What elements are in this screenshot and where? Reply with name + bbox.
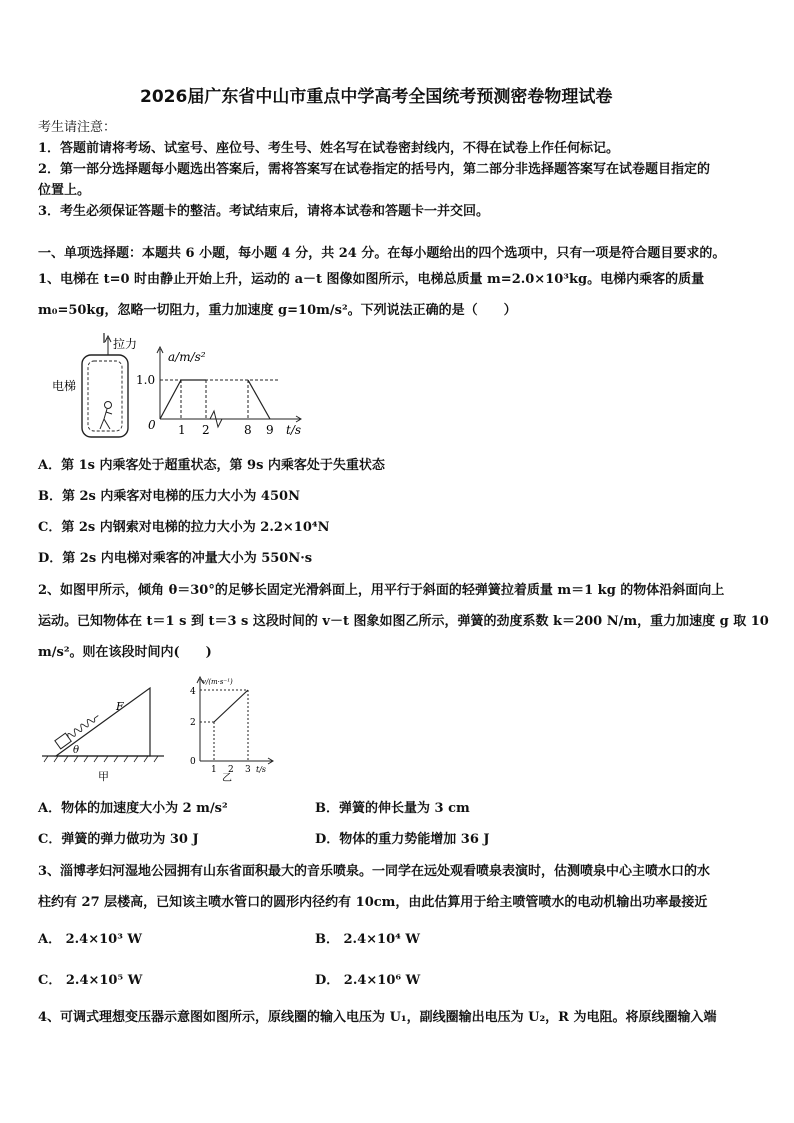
caption-jia: 甲	[98, 770, 109, 783]
notice-item-2-cont: 位置上。	[38, 183, 91, 198]
elevator-label: 电梯	[52, 379, 77, 393]
page-title: 2026届广东省中山市重点中学高考全国统考预测密卷物理试卷	[140, 87, 613, 107]
section-heading: 一、单项选择题：本题共 6 小题，每小题 4 分，共 24 分。在每小题给出的四个选项中，只有一项是符合题目要求的。	[38, 246, 726, 261]
ground-hatching	[44, 756, 158, 762]
q2-option-a[interactable]: A．物体的加速度大小为 2 m/s²	[38, 801, 228, 816]
y-axis-label: a/m/s²	[168, 350, 206, 364]
x-tick-1: 1	[178, 423, 186, 437]
force-label: F	[116, 700, 124, 713]
q3-stem-line1: 3、淄博孝妇河湿地公园拥有山东省面积最大的音乐喷泉。一同学在远处观看喷泉表演时，估测喷泉中心主喷水口的水	[38, 864, 711, 879]
q2-figure-jia	[40, 678, 170, 783]
q2-option-c[interactable]: C．弹簧的弹力做功为 30 J	[38, 832, 199, 847]
x-tick-1: 1	[211, 765, 217, 775]
q3-option-c[interactable]: C． 2.4×10⁵ W	[38, 973, 143, 988]
q1-stem-line1: 1、电梯在 t=0 时由静止开始上升，运动的 a－t 图像如图所示，电梯总质量 m=2.0×10³kg。电梯内乘客的质量	[38, 272, 705, 287]
y-tick-0: 0	[190, 757, 196, 767]
q2-stem-line2: 运动。已知物体在 t＝1 s 到 t＝3 s 这段时间的 v－t 图象如图乙所示，弹簧的劲度系数 k＝200 N/m，重力加速度 g 取 10	[38, 614, 769, 629]
q1-option-a[interactable]: A．第 1s 内乘客处于超重状态，第 9s 内乘客处于失重状态	[38, 458, 385, 473]
x-tick-8: 8	[244, 423, 252, 437]
q3-option-b[interactable]: B． 2.4×10⁴ W	[315, 932, 420, 947]
q2-option-b[interactable]: B．弹簧的伸长量为 3 cm	[315, 801, 470, 816]
notice-item-2: 2．第一部分选择题每小题选出答案后，需将答案写在试卷指定的括号内，第二部分非选择题答案写在试卷题目指定的	[38, 162, 711, 177]
x-tick-3: 3	[245, 765, 251, 775]
q1-option-d[interactable]: D．第 2s 内电梯对乘客的冲量大小为 550N·s	[38, 551, 313, 566]
q4-stem-line1: 4、可调式理想变压器示意图如图所示，原线圈的输入电压为 U₁，副线圈输出电压为 U₂，R 为电阻。将原线圈输入端	[38, 1010, 717, 1025]
spring-end	[94, 716, 98, 719]
x-axis-label: t/s	[286, 423, 302, 437]
vt-line	[214, 690, 248, 722]
notice-heading: 考生请注意：	[38, 120, 117, 135]
at-curve-end	[248, 380, 270, 419]
elevator-car	[82, 355, 128, 437]
y-axis-label: v/(m·s⁻¹)	[202, 678, 233, 686]
y-tick-2: 2	[190, 718, 196, 728]
q1-option-c[interactable]: C．第 2s 内钢索对电梯的拉力大小为 2.2×10⁴N	[38, 520, 330, 535]
q2-stem-line3: m/s²。则在该段时间内( )	[38, 645, 212, 660]
incline	[56, 688, 150, 756]
x-tick-2: 2	[202, 423, 210, 437]
origin-label: 0	[148, 418, 156, 432]
q1-figure	[48, 333, 318, 438]
spring	[67, 716, 96, 740]
angle-label: θ	[73, 745, 80, 756]
q2-figure-yi	[186, 675, 276, 783]
q2-option-d[interactable]: D．物体的重力势能增加 36 J	[315, 832, 490, 847]
q1-stem-line2: m₀=50kg，忽略一切阻力，重力加速度 g=10m/s²。下列说法正确的是（ ）	[38, 303, 517, 318]
x-axis-label: t/s	[256, 765, 267, 774]
rope-label: 拉力	[113, 337, 138, 351]
at-graph	[136, 347, 301, 437]
x-tick-2: 2	[228, 765, 234, 775]
q3-option-a[interactable]: A． 2.4×10³ W	[38, 932, 143, 947]
at-curve-start	[160, 380, 206, 419]
notice-item-3: 3．考生必须保证答题卡的整洁。考试结束后，请将本试卷和答题卡一并交回。	[38, 204, 490, 219]
x-tick-9: 9	[266, 423, 274, 437]
q1-option-b[interactable]: B．第 2s 内乘客对电梯的压力大小为 450N	[38, 489, 300, 504]
y-tick-4: 4	[190, 687, 196, 697]
caption-yi: 乙	[222, 773, 232, 783]
q3-option-d[interactable]: D． 2.4×10⁶ W	[315, 973, 421, 988]
y-tick-label: 1.0	[136, 373, 156, 387]
passenger-icon	[100, 402, 112, 430]
notice-item-1: 1．答题前请将考场、试室号、座位号、考生号、姓名写在试卷密封线内，不得在试卷上作任何标记。	[38, 141, 620, 156]
q3-stem-line2: 柱约有 27 层楼高，已知该主喷水管口的圆形内径约有 10cm，由此估算用于给主喷管喷水的电动机输出功率最接近	[38, 895, 708, 910]
q2-stem-line1: 2、如图甲所示，倾角 θ＝30°的足够长固定光滑斜面上，用平行于斜面的轻弹簧拉着质量 m＝1 kg 的物体沿斜面向上	[38, 583, 725, 598]
